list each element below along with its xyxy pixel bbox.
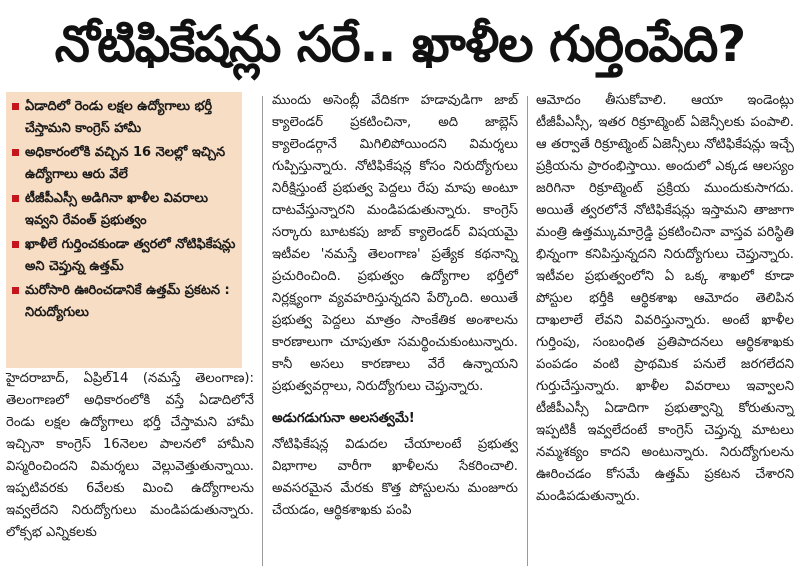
article-body-part-4: ఆమోదం తీసుకోవాలి. ఆయా ఇండెంట్లు టీజీపీఎస్సీ, ఇతర రిక్రూట్మెంట్ ఏజెన్సీలకు పంపాలి. ఆ తర్వాతే రిక్రూట్మెంట్ ఏజెన్సీలు నోటిఫికేషన్లు ఇచ్చే ప్రక్రియను ప్రారంభిస్తాయి. అందులో ఎక్కడ ఆలస్యం జరిగినా రిక్రూట్మెంట్ ప్రక్రియ ముందుకుసాగదు. అయితే త్వరలోనే నోటిఫికేషన్లు ఇస్తామని తాజాగా మంత్రి ఉత్తమ్కుమార్రెడ్డి ప్రకటించినా వాస్తవ పరిస్థితి భిన్నంగా కనిపిస్తున్నదని నిరుద్యోగులు చెప్తున్నారు. ఇటీవల ప్రభుత్వంలోని ఏ ఒక్క శాఖలో కూడా పోస్టుల భర్తీకి ఆర్థికశాఖ ఆమోదం తెలిపిన దాఖలాలే లేవని వివరిస్తున్నారు. అంటే ఖాళీల గుర్తింపు, సంబంధిత ప్రతిపాదనలు ఆర్థికశాఖకు పంపడం వంటి ప్రాథమిక పనులే జరగలేదని గుర్తుచేస్తున్నారు. ఖాళీల వివరాలు ఇవ్వాలని టీజీపీఎస్సీ ఏడాదిగా ప్రభుత్వాన్ని కోరుతున్నా ఇప్పటికీ ఇవ్వలేదంటే కాంగ్రెస్ చెప్తున్న మాటలు నమ్మశక్యం కాదని అంటున్నారు. నిరుద్యోగులను ఊరించడం కోసమే ఉత్తమ్ ప్రకటన చేశారని మండిపడుతున్నారు.: [536, 93, 794, 504]
highlight-item: మరోసారి ఊరించడానికే ఉత్తమ్ ప్రకటన : నిరుద్యోగులు: [12, 280, 236, 324]
highlights-box: [6, 92, 242, 368]
highlight-item: అధికారంలోకి వచ్చిన 16 నెలల్లో ఇచ్చిన ఉద్యోగాలు ఆరు వేలే: [12, 142, 236, 186]
article-body-part-3: నోటిఫికేషన్ల విడుదల చేయాలంటే ప్రభుత్వ విభాగాల వారీగా ఖాళీలను సేకరించాలి. అవసరమైన మేరకు కొత్త పోస్టులను మంజూరు చేయడం, ఆర్థికశాఖకు పంపి: [272, 437, 518, 518]
article-body-part-2: ముందు అసెంబ్లీ వేదికగా హడావుడిగా జాబ్ క్యాలెండర్ ప్రకటించినా, అది జాబ్లెస్ క్యాలెండర్గానే మిగిలిపోయిందని విమర్శలు గుప్పిస్తున్నారు. నోటిఫికేషన్ల కోసం నిరుద్యోగులు నిరీక్షిస్తుంటే ప్రభుత్వ పెద్దలు రేపు మాపు అంటూ దాటవేస్తున్నారని మండిపడుతున్నారు. కాంగ్రెస్ సర్కారు బూటకపు జాబ్ క్యాలెండర్ విషయమై ఇటీవల 'నమస్తే తెలంగాణ' ప్రత్యేక కథనాన్ని ప్రచురించింది. ప్రభుత్వం ఉద్యోగాల భర్తీలో నిర్లక్ష్యంగా వ్యవహరిస్తున్నదని పేర్కొంది. అయితే ప్రభుత్వ పెద్దలు మాత్రం సాంకేతిక అంశాలను కారణాలుగా చూపుతూ సమర్థించుకుంటున్నారు. కానీ అసలు కారణాలు వేరే ఉన్నాయని ప్రభుత్వవర్గాలు, నిరుద్యోగులు చెప్తున్నారు.: [272, 93, 518, 394]
bullet-icon: [12, 241, 19, 248]
article-column-2: [272, 90, 518, 522]
column-divider: [262, 96, 263, 566]
bullet-icon: [12, 287, 19, 294]
highlight-item: ఏడాదిలో రెండు లక్షల ఉద్యోగాలు భర్తీ చేస్తామని కాంగ్రెస్ హామీ: [12, 96, 236, 140]
article-column-1: [6, 92, 254, 544]
bullet-icon: [12, 103, 19, 110]
subheading: అడుగడుగునా అలసత్వమే!: [272, 411, 415, 426]
article-body-part-1: హైదరాబాద్, ఏప్రిల్14 (నమస్తే తెలంగాణ): తెలంగాణలో అధికారంలోకి వస్తే ఏడాదిలోనే రెండు లక్షల ఉద్యోగాలు భర్తీ చేస్తామని హామీ ఇచ్చినా కాంగ్రెస్ 16నెలల పాలనలో హామీని విస్మరించిందని విమర్శలు వెల్లువెత్తుతున్నాయి. ఇప్పటివరకు 6వేలకు మించి ఉద్యోగాలను ఇవ్వలేదని నిరుద్యోగులు మండిపడుతున్నారు. లోక్సభ ఎన్నికలకు: [6, 371, 254, 540]
highlight-item: టీజీపీఎస్సీ అడిగినా ఖాళీల వివరాలు ఇవ్వని రేవంత్ ప్రభుత్వం: [12, 188, 236, 232]
bullet-icon: [12, 195, 19, 202]
article-column-3: [536, 90, 794, 508]
highlight-item: ఖాళీలే గుర్తించకుండా త్వరలో నోటిఫికేషన్లు అని చెప్తున్న ఉత్తమ్: [12, 234, 236, 278]
bullet-icon: [12, 149, 19, 156]
headline: నోటిఫికేషన్లు సరే.. ఖాళీల గుర్తింపేది?: [54, 15, 746, 73]
column-divider: [527, 96, 528, 566]
